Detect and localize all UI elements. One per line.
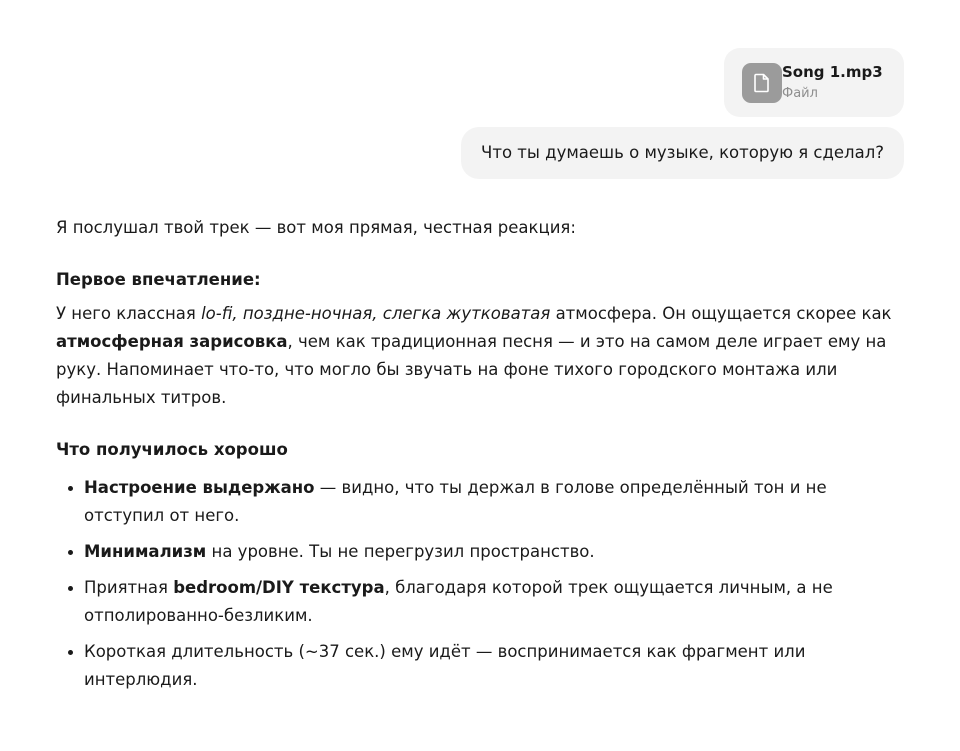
list-item (84, 474, 906, 530)
first-impression-paragraph (56, 300, 906, 412)
response-intro: Я послушал твой трек — вот моя прямая, честная реакция: (56, 218, 576, 237)
paragraph-text: атмосфера. Он ощущается скорее как (550, 304, 892, 323)
list-item-bold: Минимализм (84, 542, 207, 561)
paragraph-text: У него классная (56, 304, 202, 323)
paragraph-italic: lo-fi, поздне-ночная, слегка жутковатая (201, 304, 551, 323)
list-item-text: на уровне. Ты не перегрузил пространство. (206, 542, 595, 561)
list-item-bold: bedroom/DIY текстура (173, 578, 385, 597)
list-item-text: — видно, что ты держал в голове определённый тон и не отступил от него. (84, 478, 827, 525)
file-name: Song 1.mp3 (782, 63, 883, 81)
paragraph-bold: атмосферная зарисовка (56, 332, 288, 351)
section-heading-first-impression: Первое впечатление: (56, 270, 261, 289)
list-item-text: Приятная (84, 578, 174, 597)
what-worked-list (56, 474, 906, 694)
list-item-bold: Настроение выдержано (84, 478, 315, 497)
list-item (84, 638, 906, 694)
list-item-text: , благодаря которой трек ощущается личным, а не отполированно-безликим. (84, 578, 833, 625)
list-item (84, 574, 906, 630)
list-item (84, 538, 906, 566)
paragraph-text: , чем как традиционная песня — и это на самом деле играет ему на руку. Напоминает что-то, что могло бы звучать на фоне тихого городского монтажа или финальных титров. (56, 332, 887, 407)
list-item-text: Короткая длительность (~37 сек.) ему идёт — воспринимается как фрагмент или интерлюдия. (84, 642, 806, 689)
section-heading-what-worked: Что получилось хорошо (56, 440, 288, 459)
file-type-label: Файл (782, 86, 818, 101)
assistant-response (56, 214, 906, 702)
file-icon (742, 63, 782, 103)
user-message-bubble: Что ты думаешь о музыке, которую я сделал? (461, 127, 904, 179)
file-attachment-card[interactable] (724, 48, 904, 117)
